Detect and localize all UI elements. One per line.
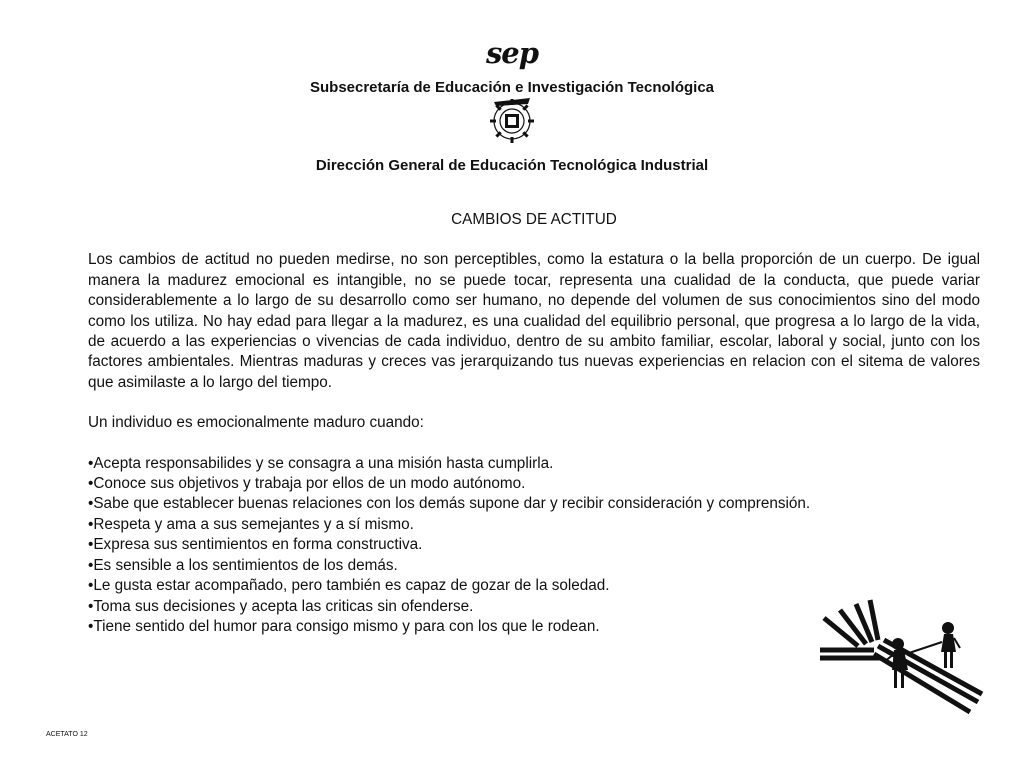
- document-title: CAMBIOS DE ACTITUD: [451, 211, 617, 228]
- direccion-heading: Dirección General de Educación Tecnológica Industrial: [315, 157, 709, 174]
- list-item: •Toma sus decisiones y acepta las criticas sin ofenderse.: [88, 597, 474, 615]
- dgeti-emblem-icon: [484, 96, 540, 146]
- list-item: •Le gusta estar acompañado, pero también es capaz de gozar de la soledad.: [88, 577, 610, 595]
- intro-paragraph: Los cambios de actitud no pueden medirse, no son perceptibles, como la estatura o la bella proporción de un cuerpo. De igual manera la madurez emocional es intangible, no se puede tocar, representa una cualidad de la conducta, que puede variar considerablemente a lo largo de su desarrollo como ser humano, no depende del volumen de sus conocimientos sino del modo como los utiliza. No hay edad para llegar a la madurez, es una cualidad del equilibrio personal, que progresa a lo largo de la vida, de acuerdo a las experiencias o vivencias de cada individuo, dentro de su ambito familiar, escolar, laboral y social, junto con los factores ambientales. Mientras maduras y creces vas jerarquizando tus nuevas experiencias en relacion con el sitema de valores que asimilaste a lo largo del tiempo.: [88, 251, 980, 391]
- list-item: •Expresa sus sentimientos en forma constructiva.: [88, 536, 423, 554]
- acetato-label: ACETATO 12: [46, 731, 88, 738]
- list-item: •Sabe que establecer buenas relaciones con los demás supone dar y recibir consideración y comprensión.: [88, 495, 811, 513]
- list-item: •Acepta responsabilides y se consagra a una misión hasta cumplirla.: [88, 454, 554, 472]
- lead-sentence: Un individuo es emocionalmente maduro cuando:: [88, 414, 424, 432]
- children-on-stairs-illustration: [810, 596, 990, 714]
- document-body: [88, 210, 980, 637]
- list-item: •Es sensible a los sentimientos de los demás.: [88, 556, 398, 574]
- subsecretaria-heading: Subsecretaría de Educación e Investigación Tecnológica: [309, 79, 715, 96]
- list-item: •Tiene sentido del humor para consigo mismo y para con los que le rodean.: [88, 617, 600, 635]
- sep-logo: sep: [485, 36, 539, 70]
- list-item: •Conoce sus objetivos y trabaja por ellos de un modo autónomo.: [88, 475, 526, 493]
- list-item: •Respeta y ama a sus semejantes y a sí mismo.: [88, 515, 414, 533]
